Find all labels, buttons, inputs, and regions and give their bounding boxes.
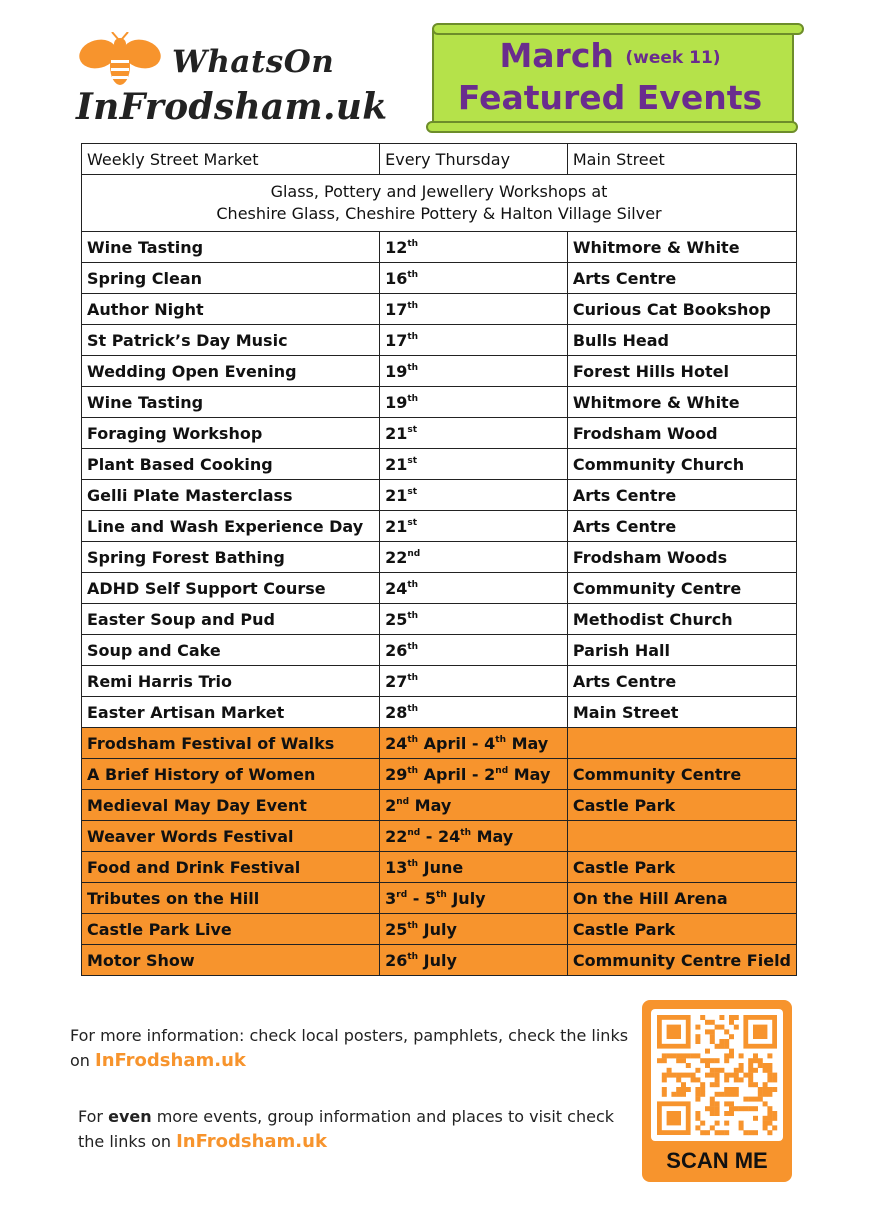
event-venue: Castle Park [567, 790, 796, 821]
workshops-cell [82, 175, 797, 232]
event-month: July [418, 950, 457, 970]
event-date [380, 635, 568, 666]
event-day-suffix: nd [407, 827, 421, 838]
event-day: 26 [385, 640, 408, 660]
event-date [380, 573, 568, 604]
event-date [380, 883, 568, 914]
event-venue: Community Centre Field [567, 945, 796, 976]
event-date [380, 666, 568, 697]
event-venue: On the Hill Arena [567, 883, 796, 914]
event-day-suffix: th [407, 362, 419, 373]
table-row [82, 263, 797, 294]
event-name: Wine Tasting [82, 387, 380, 418]
table-row [82, 759, 797, 790]
event-day: 22 [385, 826, 408, 846]
table-row [82, 511, 797, 542]
event-day-suffix: th [407, 269, 419, 280]
table-row [82, 852, 797, 883]
event-month: May [508, 764, 551, 784]
workshops-line-1: Glass, Pottery and Jewellery Workshops at [270, 182, 608, 201]
table-row [82, 294, 797, 325]
event-day: 17 [385, 330, 408, 350]
event-day: 22 [385, 547, 408, 567]
banner-subtitle: Featured Events [457, 78, 763, 117]
table-row [82, 914, 797, 945]
table-row [82, 883, 797, 914]
event-day: 21 [385, 454, 408, 474]
event-venue: Community Centre [567, 573, 796, 604]
event-day: 21 [385, 516, 408, 536]
table-row [82, 387, 797, 418]
event-day: 26 [385, 950, 408, 970]
event-name: Weaver Words Festival [82, 821, 380, 852]
event-venue: Curious Cat Bookshop [567, 294, 796, 325]
table-row [82, 728, 797, 759]
event-day-suffix: th [436, 889, 447, 900]
event-venue: Frodsham Woods [567, 542, 796, 573]
event-name: Gelli Plate Masterclass [82, 480, 380, 511]
event-day-suffix: th [407, 734, 419, 745]
event-venue [567, 728, 796, 759]
event-day-suffix: th [407, 331, 419, 342]
event-date [380, 945, 568, 976]
event-day-suffix: th [407, 703, 419, 714]
event-date [380, 852, 568, 883]
event-date [380, 356, 568, 387]
event-day-suffix: th [407, 641, 419, 652]
event-day: 17 [385, 299, 408, 319]
site-link-1[interactable]: InFrodsham.uk [95, 1050, 246, 1071]
event-month: - [420, 826, 439, 846]
event-date [380, 542, 568, 573]
qr-code-card[interactable] [642, 1000, 792, 1182]
event-date [380, 418, 568, 449]
event-name: Motor Show [82, 945, 380, 976]
event-name: ADHD Self Support Course [82, 573, 380, 604]
event-day-suffix: th [407, 672, 419, 683]
table-row [82, 697, 797, 728]
workshops-line-2: Cheshire Glass, Cheshire Pottery & Halton Village Silver [216, 204, 662, 223]
table-row [82, 356, 797, 387]
table-row [82, 666, 797, 697]
event-day: 24 [385, 578, 408, 598]
event-name: Frodsham Festival of Walks [82, 728, 380, 759]
info-paragraph-1 [70, 1023, 640, 1073]
event-day-suffix: nd [396, 796, 410, 807]
event-day-suffix: st [407, 424, 418, 435]
event-venue: Arts Centre [567, 666, 796, 697]
event-venue: Whitmore & White [567, 232, 796, 263]
table-row [82, 790, 797, 821]
table-row [82, 480, 797, 511]
event-day: 2 [385, 795, 397, 815]
event-venue: Main Street [567, 697, 796, 728]
event-venue: Forest Hills Hotel [567, 356, 796, 387]
event-day: 21 [385, 423, 408, 443]
event-month: May [506, 733, 549, 753]
table-row [82, 144, 797, 175]
event-day-suffix: th [407, 300, 419, 311]
event-day: 12 [385, 237, 408, 257]
info-emphasis: even [108, 1107, 152, 1126]
table-row [82, 232, 797, 263]
event-month: May [409, 795, 452, 815]
workshops-row [82, 175, 797, 232]
event-name: Wine Tasting [82, 232, 380, 263]
event-day-suffix: th [460, 827, 471, 838]
event-day: 13 [385, 857, 408, 877]
qr-code-image [651, 1009, 783, 1141]
event-month: June [418, 857, 464, 877]
table-row [82, 604, 797, 635]
logo-line-1: WhatsOn [172, 44, 335, 80]
event-venue: Castle Park [567, 914, 796, 945]
event-date [380, 263, 568, 294]
table-row [82, 635, 797, 666]
event-day-suffix: th [407, 951, 419, 962]
event-day-suffix: nd [495, 765, 509, 776]
event-venue: Community Centre [567, 759, 796, 790]
event-day: 16 [385, 268, 408, 288]
table-row [82, 449, 797, 480]
event-month: July [418, 919, 457, 939]
event-venue: Frodsham Wood [567, 418, 796, 449]
event-day: 5 [424, 888, 437, 908]
event-day: 2 [484, 764, 496, 784]
event-venue: Arts Centre [567, 480, 796, 511]
event-date [380, 821, 568, 852]
table-row [82, 821, 797, 852]
event-day: 24 [385, 733, 408, 753]
event-name: Spring Forest Bathing [82, 542, 380, 573]
table-row [82, 325, 797, 356]
event-name: Soup and Cake [82, 635, 380, 666]
event-day-suffix: th [495, 734, 506, 745]
event-name: Medieval May Day Event [82, 790, 380, 821]
info-paragraph-2 [78, 1104, 638, 1154]
event-day-suffix: th [407, 920, 419, 931]
event-name: Food and Drink Festival [82, 852, 380, 883]
info-text-2a: For [78, 1107, 109, 1126]
event-name: Tributes on the Hill [82, 883, 380, 914]
table-row [82, 418, 797, 449]
banner-month: March [499, 36, 614, 75]
event-venue: Arts Centre [567, 511, 796, 542]
event-date [380, 511, 568, 542]
event-date [380, 294, 568, 325]
event-name: Easter Soup and Pud [82, 604, 380, 635]
event-month: April - [418, 733, 485, 753]
event-day: 29 [385, 764, 408, 784]
event-name: St Patrick’s Day Music [82, 325, 380, 356]
event-day: 3 [385, 888, 397, 908]
event-month: - [407, 888, 425, 908]
site-logo[interactable] [76, 30, 421, 134]
event-day-suffix: nd [407, 548, 421, 559]
event-day-suffix: rd [396, 889, 408, 900]
info-text-1: For more information: check local posters, pamphlets, check the links on [70, 1026, 629, 1070]
event-name: Remi Harris Trio [82, 666, 380, 697]
event-venue [567, 821, 796, 852]
event-day-suffix: th [407, 765, 419, 776]
event-day-suffix: th [407, 610, 419, 621]
event-day: 25 [385, 919, 408, 939]
event-venue: Arts Centre [567, 263, 796, 294]
event-day-suffix: th [407, 393, 419, 404]
event-date [380, 480, 568, 511]
event-day: 28 [385, 702, 408, 722]
info-text-2b: more events, group information and places to visit check the links on [78, 1107, 615, 1151]
table-row [82, 945, 797, 976]
event-date [380, 697, 568, 728]
event-month: May [471, 826, 514, 846]
event-name: Line and Wash Experience Day [82, 511, 380, 542]
event-name: Weekly Street Market [82, 144, 380, 175]
table-row [82, 573, 797, 604]
banner-week: (week 11) [625, 48, 721, 68]
event-day-suffix: th [407, 858, 419, 869]
event-venue: Main Street [567, 144, 796, 175]
event-day: 24 [438, 826, 461, 846]
event-venue: Castle Park [567, 852, 796, 883]
event-day: 4 [484, 733, 496, 753]
event-venue: Parish Hall [567, 635, 796, 666]
event-date [380, 604, 568, 635]
event-name: Wedding Open Evening [82, 356, 380, 387]
event-name: Foraging Workshop [82, 418, 380, 449]
banner-title [440, 36, 780, 118]
event-day-suffix: th [407, 238, 419, 249]
event-venue: Whitmore & White [567, 387, 796, 418]
event-name: A Brief History of Women [82, 759, 380, 790]
site-link-2[interactable]: InFrodsham.uk [176, 1131, 327, 1152]
event-date [380, 325, 568, 356]
event-day: 21 [385, 485, 408, 505]
event-name: Spring Clean [82, 263, 380, 294]
table-row [82, 542, 797, 573]
event-date [380, 790, 568, 821]
event-day-suffix: th [407, 579, 419, 590]
bee-icon [78, 32, 162, 88]
event-day-suffix: st [407, 517, 418, 528]
event-venue: Methodist Church [567, 604, 796, 635]
event-name: Easter Artisan Market [82, 697, 380, 728]
scan-me-label: SCAN ME [666, 1148, 768, 1173]
event-date [380, 728, 568, 759]
event-date [380, 914, 568, 945]
event-venue: Community Church [567, 449, 796, 480]
event-name: Author Night [82, 294, 380, 325]
event-date [380, 759, 568, 790]
event-day: 27 [385, 671, 408, 691]
logo-line-2: InFrodsham.uk [76, 86, 388, 128]
event-name: Castle Park Live [82, 914, 380, 945]
event-month: April - [418, 764, 485, 784]
event-date [380, 232, 568, 263]
event-name: Plant Based Cooking [82, 449, 380, 480]
qr-code[interactable] [651, 1009, 783, 1141]
event-venue: Bulls Head [567, 325, 796, 356]
event-date: Every Thursday [380, 144, 568, 175]
events-table [81, 143, 797, 976]
event-date [380, 387, 568, 418]
event-month: July [446, 888, 486, 908]
event-day: 19 [385, 361, 408, 381]
event-day-suffix: st [407, 486, 418, 497]
event-date [380, 449, 568, 480]
event-day: 25 [385, 609, 408, 629]
event-day-suffix: st [407, 455, 418, 466]
event-day: 19 [385, 392, 408, 412]
